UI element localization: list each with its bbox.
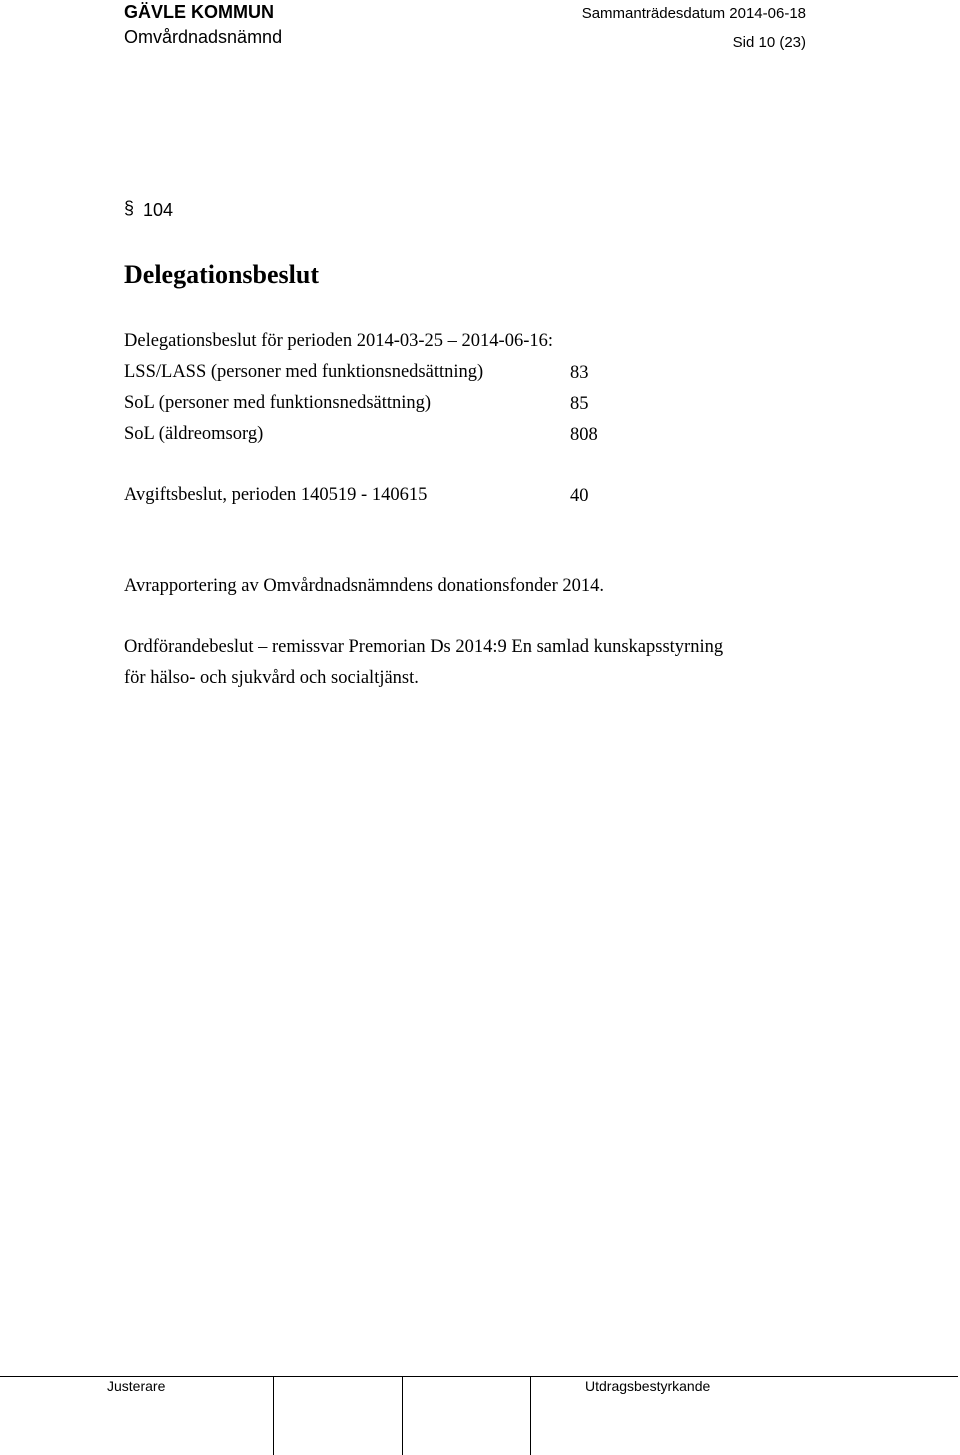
- intro-text: Delegationsbeslut för perioden 2014-03-25 – 2014-06-16:: [124, 331, 554, 351]
- organization-name: GÄVLE KOMMUN: [124, 2, 274, 22]
- certifier-label: Utdragsbestyrkande: [585, 1378, 711, 1394]
- chair-decision-line: Ordförandebeslut – remissvar Premorian Ds 2014:9 En samlad kunskapsstyrning: [124, 637, 724, 657]
- meeting-date: Sammanträdesdatum 2014-06-18: [581, 5, 806, 22]
- footer-column-divider: [402, 1376, 403, 1455]
- report-text: Avrapportering av Omvårdnadsnämndens donationsfonder 2014.: [124, 576, 605, 596]
- section-symbol: §: [124, 198, 135, 218]
- fee-decision-label: Avgiftsbeslut, perioden 140519 - 140615: [124, 485, 428, 505]
- decision-row-label: LSS/LASS (personer med funktionsnedsättning): [124, 362, 484, 382]
- decision-row-label: SoL (äldreomsorg): [124, 424, 264, 444]
- decision-row-value: 808: [570, 425, 598, 445]
- department-name: Omvårdnadsnämnd: [124, 27, 283, 47]
- section-number-value: 104: [143, 200, 174, 220]
- page-number: Sid 10 (23): [732, 34, 806, 51]
- decision-row-value: 83: [570, 363, 589, 383]
- chair-decision-line: för hälso- och sjukvård och socialtjänst.: [124, 668, 419, 688]
- adjuster-label: Justerare: [107, 1378, 166, 1394]
- decision-row-label: SoL (personer med funktionsnedsättning): [124, 393, 432, 413]
- decision-row-value: 85: [570, 394, 589, 414]
- section-title: Delegationsbeslut: [124, 260, 319, 289]
- footer-divider: [0, 1376, 958, 1377]
- footer-column-divider: [273, 1376, 274, 1455]
- footer-column-divider: [530, 1376, 531, 1455]
- fee-decision-value: 40: [570, 486, 589, 506]
- section-number: [124, 200, 173, 221]
